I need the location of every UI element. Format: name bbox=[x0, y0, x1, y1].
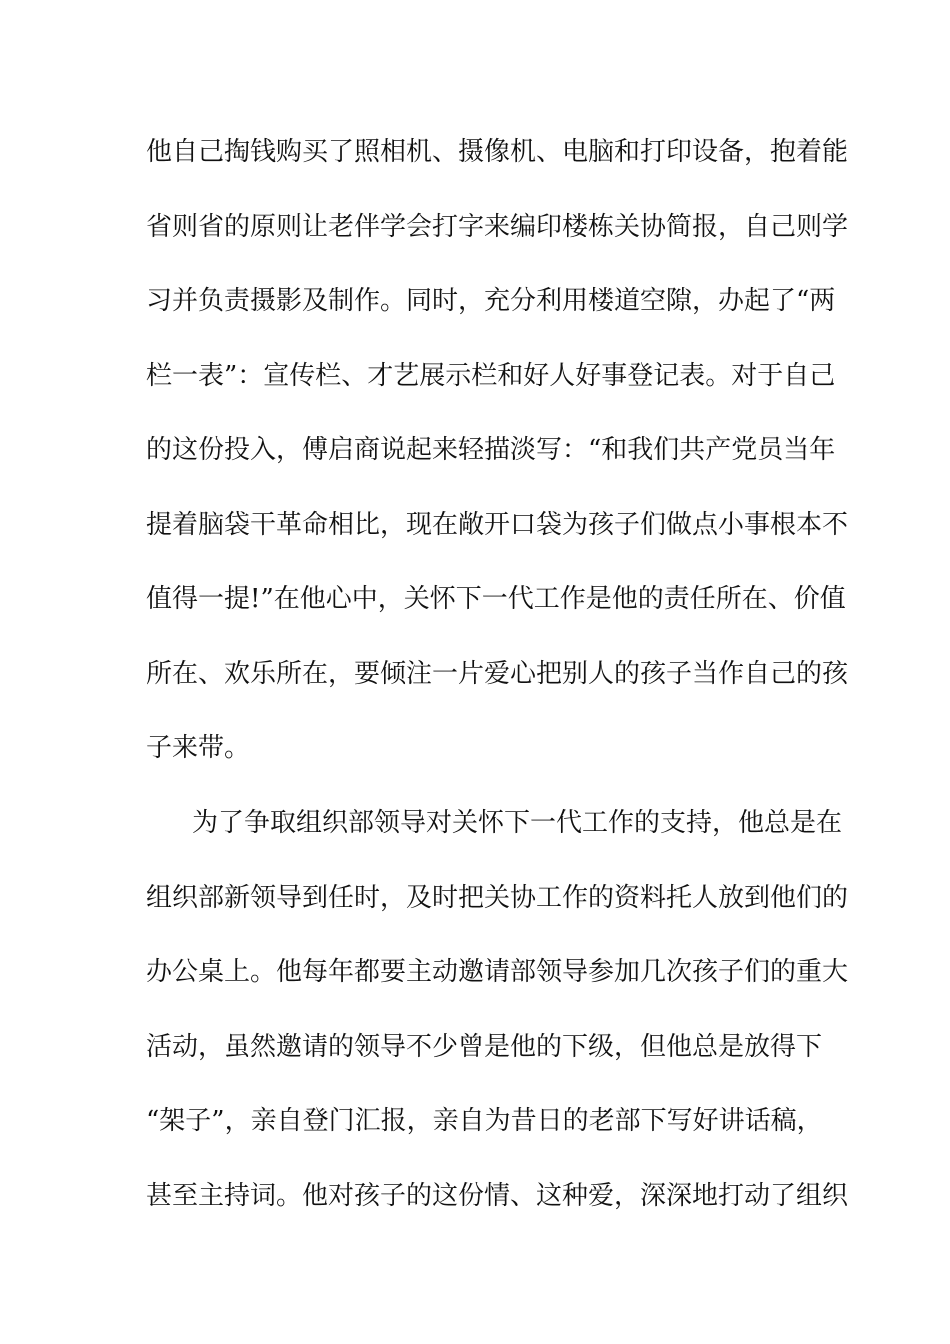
text-line: 他自己掏钱购买了照相机、摄像机、电脑和打印设备，抱着能 bbox=[146, 137, 849, 167]
text-line: 甚至主持词。他对孩子的这份情、这种爱，深深地打动了组织 bbox=[146, 1180, 849, 1211]
paragraph-1 bbox=[146, 115, 849, 786]
text-line: “架子”，亲自登门汇报，亲自为昔日的老部下写好讲话稿， bbox=[146, 1106, 823, 1136]
text-line: 习并负责摄影及制作。同时，充分利用楼道空隙，办起了“两 bbox=[146, 286, 836, 316]
text-line: 为了争取组织部领导对关怀下一代工作的支持，他总是在 bbox=[192, 808, 843, 838]
text-line: 所在、欢乐所在，要倾注一片爱心把别人的孩子当作自己的孩 bbox=[146, 658, 849, 689]
text-line: 值得一提!”在他心中，关怀下一代工作是他的责任所在、价值 bbox=[146, 584, 846, 614]
text-line: 办公桌上。他每年都要主动邀请部领导参加几次孩子们的重大 bbox=[146, 957, 849, 987]
text-line: 的这份投入，傅启商说起来轻描淡写：“和我们共产党员当年 bbox=[146, 435, 836, 465]
text-line: 省则省的原则让老伴学会打字来编印楼栋关协简报，自己则学 bbox=[146, 211, 849, 242]
text-line: 组织部新领导到任时，及时把关协工作的资料托人放到他们的 bbox=[146, 882, 849, 913]
paragraph-2 bbox=[146, 786, 849, 1233]
text-line: 活动，虽然邀请的领导不少曾是他的下级，但他总是放得下 bbox=[146, 1031, 823, 1062]
text-line: 栏一表”：宣传栏、才艺展示栏和好人好事登记表。对于自己 bbox=[146, 360, 836, 391]
text-line: 提着脑袋干革命相比，现在敞开口袋为孩子们做点小事根本不 bbox=[146, 509, 849, 540]
text-line: 子来带。 bbox=[146, 733, 251, 763]
